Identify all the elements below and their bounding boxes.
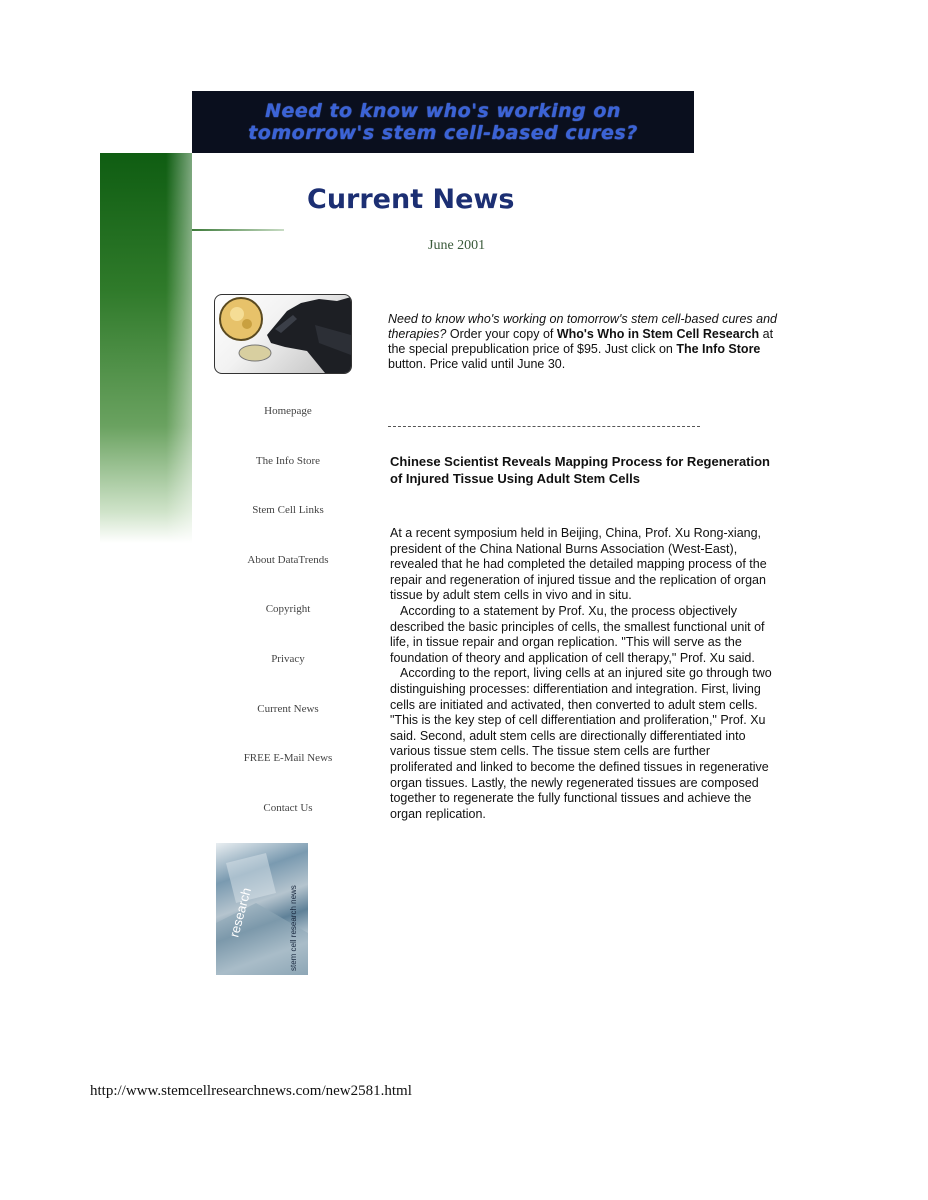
section-divider bbox=[388, 426, 700, 427]
header-banner bbox=[192, 91, 694, 153]
decorative-green-bar bbox=[100, 153, 192, 543]
nav-item-about-datatrends[interactable]: About DataTrends bbox=[247, 554, 329, 566]
book-cover-image bbox=[216, 843, 308, 975]
article-paragraph: At a recent symposium held in Beijing, China, Prof. Xu Rong-xiang, president of the China National Burns Association (West-East), revealed that he had completed the detailed mapping process of the repair and regeneration of injured tissue and the replication of organ tissue by adult stem cells in vivo and in situ. bbox=[390, 526, 767, 603]
promo-paragraph bbox=[388, 312, 782, 372]
article-body bbox=[390, 526, 774, 822]
petri-dish-hand-illustration bbox=[215, 295, 351, 373]
article-paragraph: According to the report, living cells at an injured site go through two distinguishing processes: differentiation and integration. First, living cells are initiated and activated, then converted to adult stem cells. "This is the key step of cell differentiation and proliferation," Prof. Xu said. Second, adult stem cells are directionally differentiated into various tissue stem cells. The tissue stem cells are further proliferated and linked to become the defined tissues in regenerative organ tissues. Lastly, the newly regenerated tissues are composed together to regenerate the fully functional tissues and achieve the organ replication. bbox=[390, 666, 772, 821]
nav-item-stem-cell-links[interactable]: Stem Cell Links bbox=[252, 504, 324, 516]
promo-text-1: Order your copy of bbox=[446, 327, 557, 341]
promo-text-2: at the special prepublication price of $95. Just click on bbox=[388, 327, 774, 356]
nav-item-current-news[interactable]: Current News bbox=[257, 703, 319, 715]
nav-item-homepage[interactable]: Homepage bbox=[264, 405, 312, 417]
article-paragraph: According to a statement by Prof. Xu, the process objectively described the basic principles of cells, the smallest functional unit of life, in tissue repair and organ replication. "This will serve as the foundation of theory and application of cell therapy," Prof. Xu said. bbox=[390, 603, 765, 665]
nav-item-copyright[interactable]: Copyright bbox=[265, 603, 311, 615]
nav-item-info-store[interactable]: The Info Store bbox=[255, 455, 321, 467]
article-headline: Chinese Scientist Reveals Mapping Process for Regeneration of Injured Tissue Using Adult Stem Cells bbox=[390, 454, 771, 486]
book-cover-graphic bbox=[216, 843, 308, 975]
promo-italic-text: Need to know who's working on tomorrow's stem cell-based cures and therapies? bbox=[388, 312, 777, 341]
book-cover-text: research bbox=[226, 886, 254, 939]
page-url: http://www.stemcellresearchnews.com/new2581.html bbox=[90, 1083, 412, 1099]
promo-info-store-ref: The Info Store bbox=[676, 342, 761, 356]
nav-item-contact-us[interactable]: Contact Us bbox=[263, 802, 313, 814]
page-title: Current News bbox=[307, 184, 515, 215]
banner-line-1: Need to know who's working on bbox=[265, 100, 621, 122]
hero-image bbox=[214, 294, 352, 374]
nav-item-free-email-news[interactable]: FREE E-Mail News bbox=[243, 752, 333, 764]
decorative-rule bbox=[192, 229, 284, 231]
promo-book-title: Who's Who in Stem Cell Research bbox=[556, 327, 760, 341]
book-spine-text: stem cell research news bbox=[289, 885, 298, 971]
banner-line-2: tomorrow's stem cell-based cures? bbox=[248, 122, 638, 144]
promo-text-3: button. Price valid until June 30. bbox=[388, 357, 566, 371]
nav-item-privacy[interactable]: Privacy bbox=[271, 653, 305, 665]
issue-date: June 2001 bbox=[428, 238, 486, 253]
